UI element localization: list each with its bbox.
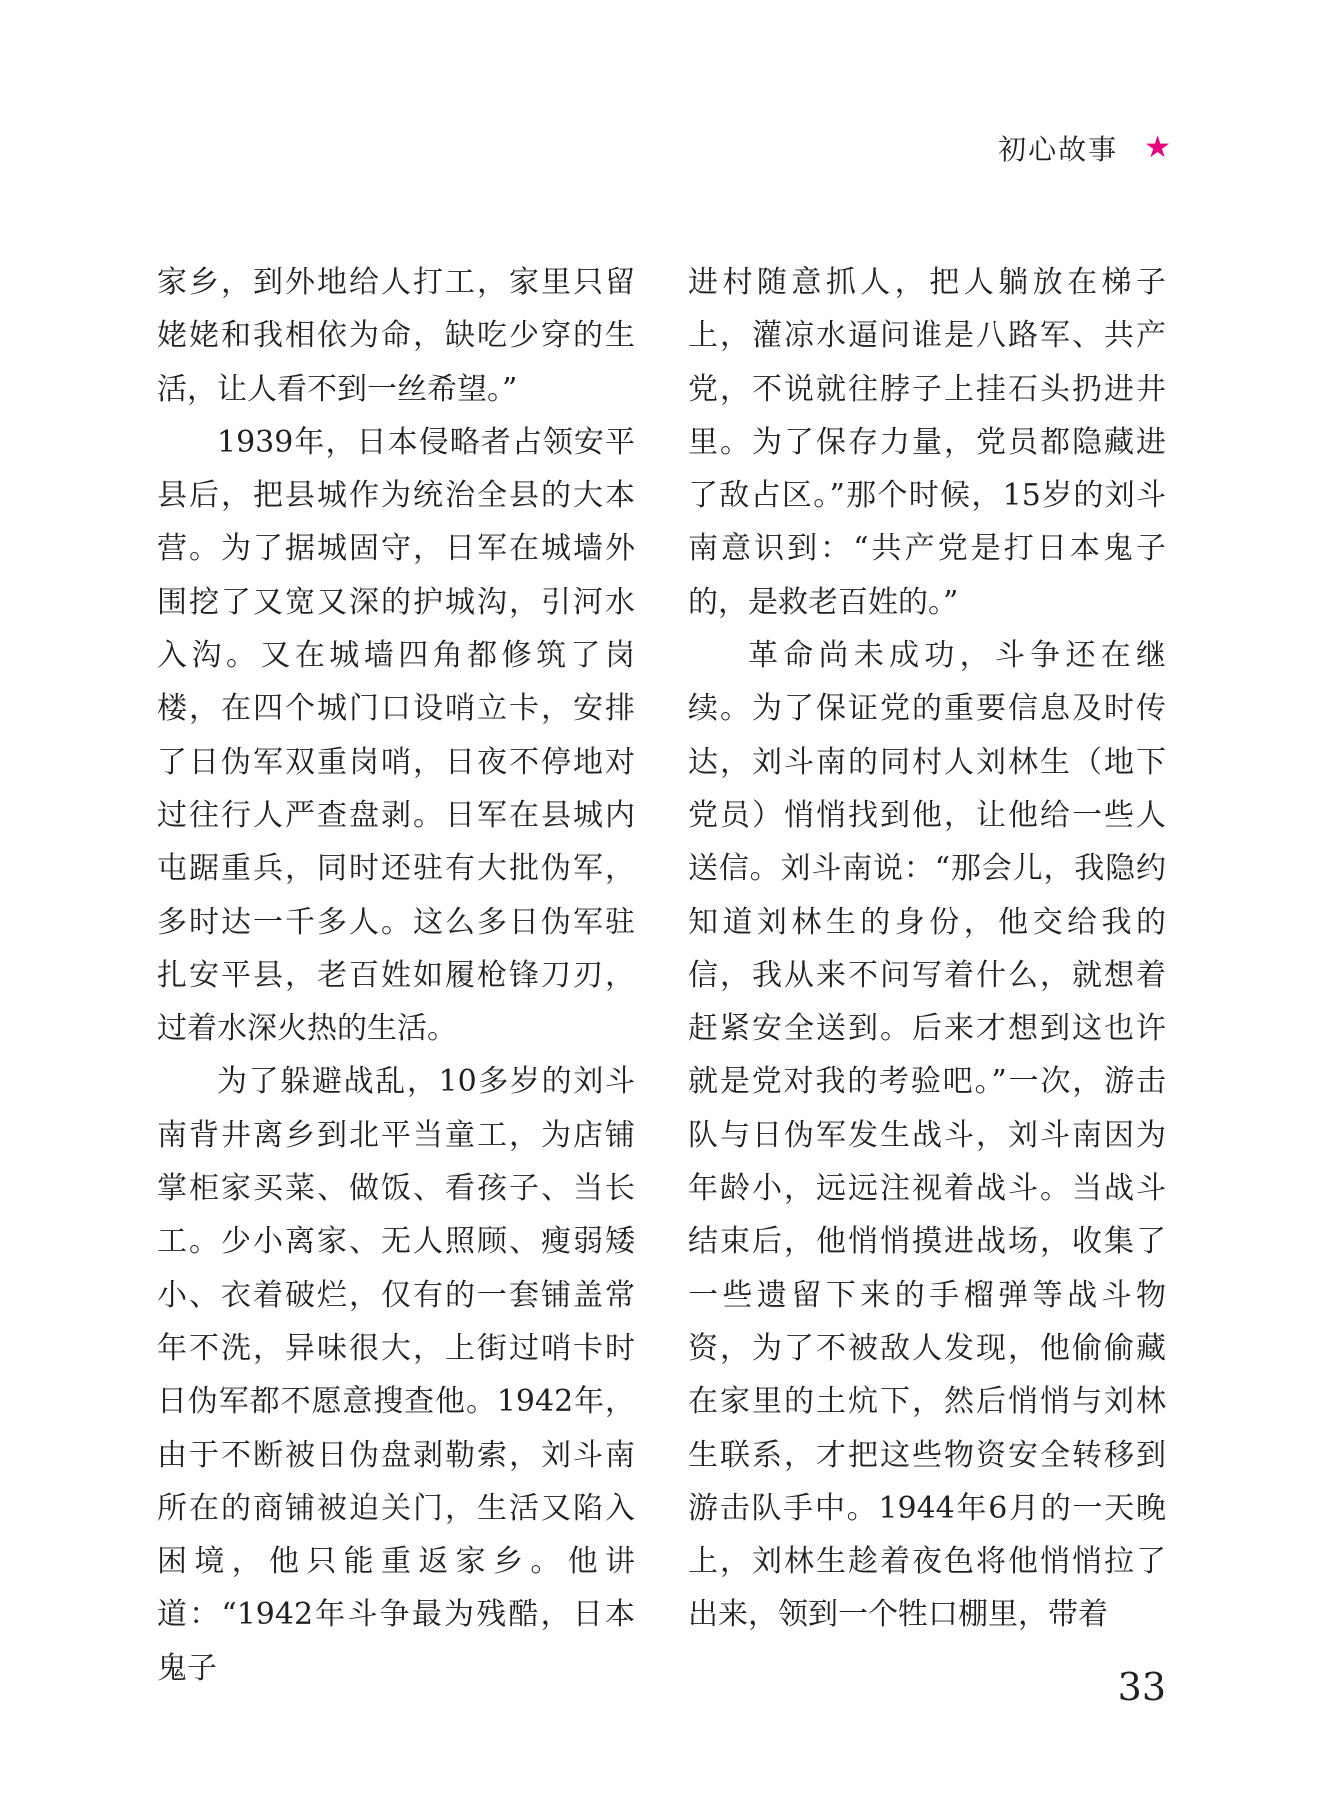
paragraph: 进村随意抓人，把人躺放在梯子上，灌凉水逼问谁是八路军、共产党，不说就往脖子上挂石头扔进井里。为了保存力量，党员都隐藏进了敌占区。”那个时候，15岁的刘斗南意识到：“共产党是打日本鬼子的，是救老百姓的。” <box>688 265 1166 620</box>
paragraph: 家乡，到外地给人打工，家里只留姥姥和我相依为命，缺吃少穿的生活，让人看不到一丝希望。” <box>157 265 635 407</box>
running-header <box>998 128 1173 168</box>
left-column <box>157 256 635 1695</box>
right-column <box>688 256 1166 1642</box>
star-icon: ★ <box>1144 130 1173 165</box>
paragraph: 为了躲避战乱，10多岁的刘斗南背井离乡到北平当童工，为店铺掌柜家买菜、做饭、看孩子、当长工。少小离家、无人照顾、瘦弱矮小、衣着破烂，仅有的一套铺盖常年不洗，异味很大，上街过哨卡时日伪军都不愿意搜查他。1942年，由于不断被日伪盘剥勒索，刘斗南所在的商铺被迫关门，生活又陷入困境，他只能重返家乡。他讲道：“1942年斗争最为残酷，日本鬼子 <box>157 1064 635 1686</box>
section-title: 初心故事 <box>998 133 1119 166</box>
paragraph: 革命尚未成功，斗争还在继续。为了保证党的重要信息及时传达，刘斗南的同村人刘林生（地下党员）悄悄找到他，让他给一些人送信。刘斗南说：“那会儿，我隐约知道刘林生的身份，他交给我的信，我从来不问写着什么，就想着赶紧安全送到。后来才想到这也许就是党对我的考验吧。”一次，游击队与日伪军发生战斗，刘斗南因为年龄小，远远注视着战斗。当战斗结束后，他悄悄摸进战场，收集了一些遗留下来的手榴弹等战斗物资，为了不被敌人发现，他偷偷藏在家里的土炕下，然后悄悄与刘林生联系，才把这些物资安全转移到游击队手中。1944年6月的一天晚上，刘林生趁着夜色将他悄悄拉了出来，领到一个牲口棚里，带着 <box>688 638 1166 1633</box>
page-number: 33 <box>1117 1665 1166 1709</box>
paragraph: 1939年，日本侵略者占领安平县后，把县城作为统治全县的大本营。为了据城固守，日军在城墙外围挖了又宽又深的护城沟，引河水入沟。又在城墙四角都修筑了岗楼，在四个城门口设哨立卡，安排了日伪军双重岗哨，日夜不停地对过往行人严查盘剥。日军在县城内屯踞重兵，同时还驻有大批伪军，多时达一千多人。这么多日伪军驻扎安平县，老百姓如履枪锋刀刃，过着水深火热的生活。 <box>157 424 635 1047</box>
